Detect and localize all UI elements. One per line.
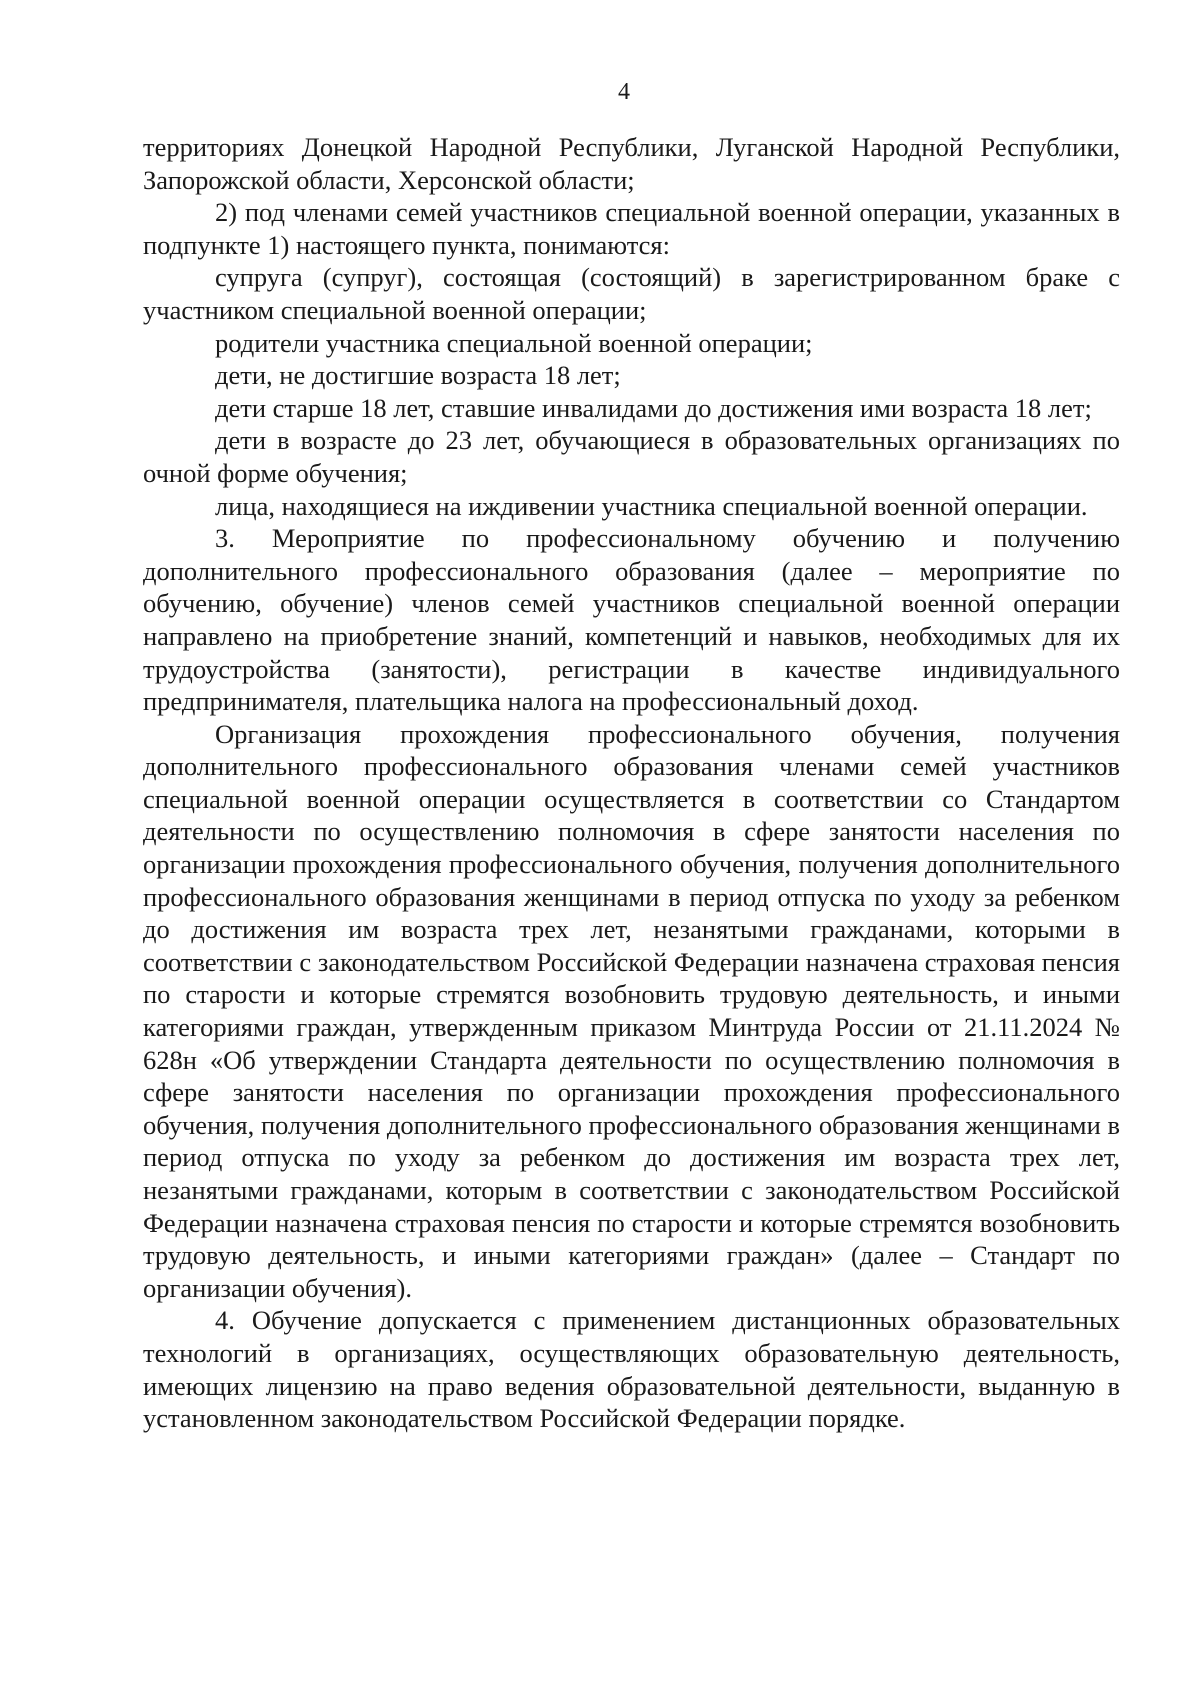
paragraph-spouse: супруга (супруг), состоящая (состоящий) в зарегистрированном браке с участником специальной военной операции; [143,262,1120,325]
paragraph-children-disabled: дети старше 18 лет, ставшие инвалидами до достижения ими возраста 18 лет; [215,392,1092,423]
paragraph-family-members-definition: 2) под членами семей участников специальной военной операции, указанных в подпункте 1) настоящего пункта, понимаются: [143,197,1120,260]
paragraph-dependents: лица, находящиеся на иждивении участника специальной военной операции. [215,490,1088,521]
paragraph-parents: родители участника специальной военной операции; [215,327,813,358]
paragraph-item-4: 4. Обучение допускается с применением дистанционных образовательных технологий в организациях, осуществляющих образовательную деятельность, имеющих лицензию на право ведения образовательной деятельности, выданную в установленном законодательством Российской Федерации порядке. [143,1305,1120,1434]
page-number: 4 [618,79,630,105]
paragraph-organization-standard: Организация прохождения профессионального обучения, получения дополнительного профессионального образования членами семей участников специальной военной операции осуществляется в соответствии со Стандартом деятельности по осуществлению полномочия в сфере занятости населения по организации прохождения профессионального обучения, получения дополнительного профессионального образования женщинами в период отпуска по уходу за ребенком до достижения им возраста трех лет, незанятыми гражданами, которыми в соответствии с законодательством Российской Федерации назначена страховая пенсия по старости и которые стремятся возобновить трудовую деятельность, и иными категориями граждан, утвержденным приказом Минтруда России от 21.11.2024 № 628н «Об утверждении Стандарта деятельности по осуществлению полномочия в сфере занятости населения по организации прохождения профессионального обучения, получения дополнительного профессионального образования женщинами в период отпуска по уходу за ребенком до достижения им возраста трех лет, незанятыми гражданами, которым в соответствии с законодательством Российской Федерации назначена страховая пенсия по старости и которые стремятся возобновить трудовую деятельность, и иными категориями граждан» (далее – Стандарт по организации обучения). [143,718,1120,1303]
document-body [143,131,1120,1435]
paragraph-children-under-18: дети, не достигшие возраста 18 лет; [215,360,621,391]
paragraph-children-students: дети в возрасте до 23 лет, обучающиеся в образовательных организациях по очной форме обучения; [143,425,1120,488]
paragraph-territories: территориях Донецкой Народной Республики, Луганской Народной Республики, Запорожской области, Херсонской области; [143,132,1120,195]
paragraph-item-3: 3. Мероприятие по профессиональному обучению и получению дополнительного профессионального образования (далее – мероприятие по обучению, обучение) членов семей участников специальной военной операции направлено на приобретение знаний, компетенций и навыков, необходимых для их трудоустройства (занятости), регистрации в качестве индивидуального предпринимателя, плательщика налога на профессиональный доход. [143,523,1120,717]
